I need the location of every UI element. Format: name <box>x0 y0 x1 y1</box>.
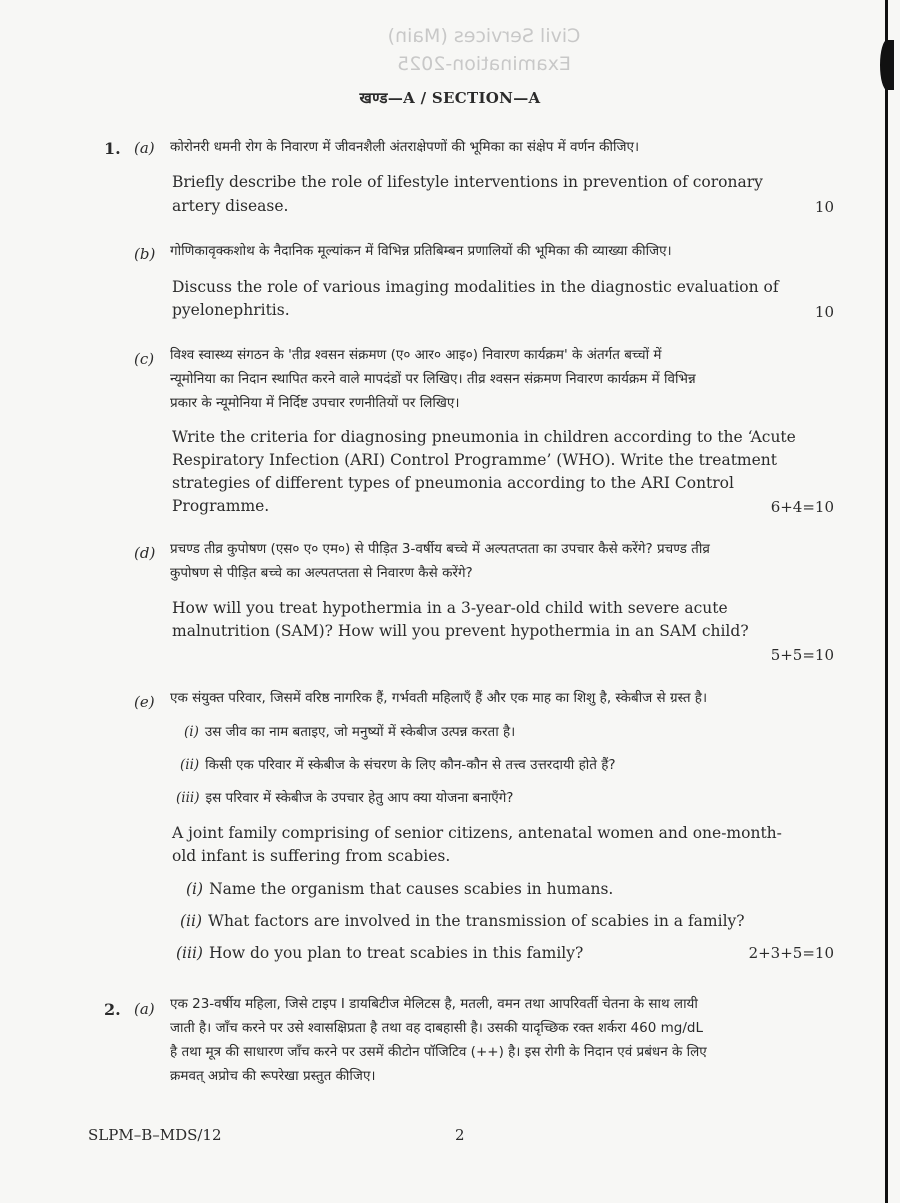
punch-hole-mark <box>880 40 894 90</box>
q1e-hindi-sub-ii: (ii) किसी एक परिवार में स्केबीज के संचरण के लिए कौन-कौन से तत्त्व उत्तरदायी होते हैं? <box>180 757 616 773</box>
part-label-a: (a) <box>134 139 155 157</box>
q1a-english-line1: Briefly describe the role of lifestyle interventions in prevention of coronary <box>172 173 763 191</box>
q1d-hindi-line2: कुपोषण से पीड़ित बच्चे का अल्पतप्तता से निवारण कैसे करेंगे? <box>170 565 473 581</box>
scan-edge-line <box>885 0 888 1203</box>
q2a-hindi-line3: है तथा मूत्र की साधारण जाँच करने पर उसमें कीटोन पॉजिटिव (++) है। इस रोगी के निदान एवं प्रबंधन के लिए <box>170 1044 707 1060</box>
question-number: 2. <box>104 1000 121 1019</box>
q1e-hindi: एक संयुक्त परिवार, जिसमें वरिष्ठ नागरिक हैं, गर्भवती महिलाएँ हैं और एक माह का शिशु है, स्केबीज से ग्रस्त है। <box>170 690 708 706</box>
q1e-english-sub-i: (i) Name the organism that causes scabies in humans. <box>186 880 614 898</box>
q1c-marks: 6+4=10 <box>770 498 834 516</box>
q1c-english-line4: Programme. <box>172 497 270 515</box>
part-label-e: (e) <box>134 693 155 711</box>
paper-code: SLPM–B–MDS/12 <box>88 1126 222 1144</box>
part-label-a: (a) <box>134 1000 155 1018</box>
q1b-marks: 10 <box>814 303 834 321</box>
q2a-hindi-line1: एक 23-वर्षीय महिला, जिसे टाइप I डायबिटीज मेलिटस है, मतली, वमन तथा आपरिवर्ती चेतना के साथ लायी <box>170 996 698 1012</box>
q1c-hindi-line3: प्रकार के न्यूमोनिया में निर्दिष्ट उपचार रणनीतियों पर लिखिए। <box>170 395 460 411</box>
q1b-english-line2: pyelonephritis. <box>172 301 290 319</box>
question-number: 1. <box>104 139 121 158</box>
q1e-hindi-sub-i: (i) उस जीव का नाम बताइए, जो मनुष्यों में स्केबीज उत्पन्न करता है। <box>184 724 516 740</box>
q1c-english-line3: strategies of different types of pneumonia according to the ARI Control <box>172 474 734 492</box>
q1d-english-line1: How will you treat hypothermia in a 3-year-old child with severe acute <box>172 599 728 617</box>
part-label-d: (d) <box>134 544 156 562</box>
watermark-bleed-through: Civil Services (Main) Examination-2025 <box>387 25 581 75</box>
q1b-english-line1: Discuss the role of various imaging modalities in the diagnostic evaluation of <box>172 278 779 296</box>
section-heading: खण्ड—A / SECTION—A <box>359 89 541 107</box>
q1c-hindi-line1: विश्व स्वास्थ्य संगठन के 'तीव्र श्वसन संक्रमण (ए० आर० आइ०) निवारण कार्यक्रम' के अंतर्गत बच्चों में <box>170 347 662 363</box>
page-number: 2 <box>455 1126 465 1144</box>
q1e-english-sub-ii: (ii) What factors are involved in the transmission of scabies in a family? <box>180 912 745 930</box>
q1c-english-line2: Respiratory Infection (ARI) Control Programme’ (WHO). Write the treatment <box>172 451 778 469</box>
q1d-marks: 5+5=10 <box>770 646 834 664</box>
q1e-english-line1: A joint family comprising of senior citizens, antenatal women and one-month- <box>172 824 782 842</box>
part-label-b: (b) <box>134 245 156 263</box>
q1b-hindi: गोणिकावृक्कशोथ के नैदानिक मूल्यांकन में विभिन्न प्रतिबिम्बन प्रणालियों की भूमिका की व्याख्या कीजिए। <box>170 243 672 259</box>
q1e-english-sub-iii: (iii) How do you plan to treat scabies in this family? <box>176 944 584 962</box>
q1e-marks: 2+3+5=10 <box>748 944 834 962</box>
q1d-english-line2: malnutrition (SAM)? How will you prevent hypothermia in an SAM child? <box>172 622 749 640</box>
q1c-english-line1: Write the criteria for diagnosing pneumonia in children according to the ‘Acute <box>172 428 796 446</box>
q1a-english-line2: artery disease. <box>172 197 289 215</box>
q1c-hindi-line2: न्यूमोनिया का निदान स्थापित करने वाले मापदंडों पर लिखिए। तीव्र श्वसन संक्रमण निवारण कार्यक्रम में विभिन्न <box>170 371 696 387</box>
q1a-marks: 10 <box>814 198 834 216</box>
q1e-hindi-sub-iii: (iii) इस परिवार में स्केबीज के उपचार हेतु आप क्या योजना बनाएँगे? <box>176 790 514 806</box>
q2a-hindi-line2: जाती है। जाँच करने पर उसे श्वासक्षिप्रता है तथा वह दाबहासी है। उसकी यादृच्छिक रक्त शर्करा 460 mg/dL <box>170 1020 703 1036</box>
q1d-hindi-line1: प्रचण्ड तीव्र कुपोषण (एस० ए० एम०) से पीड़ित 3-वर्षीय बच्चे में अल्पतप्तता का उपचार कैसे करेंगे? प्रचण्ड तीव्र <box>170 541 710 557</box>
q1a-hindi: कोरोनरी धमनी रोग के निवारण में जीवनशैली अंतराक्षेपणों की भूमिका का संक्षेप में वर्णन कीजिए। <box>170 139 640 155</box>
q2a-hindi-line4: क्रमवत् अप्रोच की रूपरेखा प्रस्तुत कीजिए। <box>170 1068 376 1084</box>
q1e-english-line2: old infant is suffering from scabies. <box>172 847 451 865</box>
part-label-c: (c) <box>134 350 155 368</box>
